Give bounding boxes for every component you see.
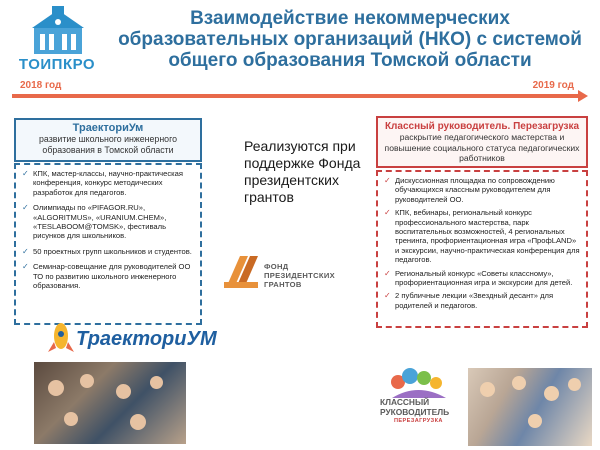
support-text: Реализуются при поддержке Фонда президентских грантов: [244, 138, 361, 205]
timeline-arrow-icon: [578, 90, 588, 102]
list-item: ✓ Региональный конкурс «Советы классному», профориентационная игра и экскурсии для детей.: [384, 268, 573, 288]
class-teacher-logo-text: КЛАССНЫЙ РУКОВОДИТЕЛЬ: [380, 397, 450, 417]
timeline: [12, 80, 588, 104]
fund-mark-icon: [222, 252, 260, 292]
rocket-icon: [46, 322, 76, 358]
checkmark-icon: ✓: [22, 246, 29, 256]
right-project-list: [376, 170, 588, 328]
class-teacher-logo: [380, 368, 468, 432]
students-photo: [34, 362, 186, 444]
right-project-subtitle: раскрытие педагогического мастерства и повышение социального статуса педагогических работников: [384, 132, 580, 163]
list-item: ✓ КПК, мастер-классы, научно-практическая конференция, конкурс методических разработок для педагогов.: [22, 169, 183, 197]
checkmark-icon: ✓: [22, 262, 29, 272]
list-item: ✓ КПК, вебинары, региональный конкурс профессионального мастерства, парк воспитательных возможностей, 4 региональных тренинга, профориентационная игра «ПрофLAND» и экскурсии, научно-практическая конференция для педагогов.: [384, 208, 580, 265]
left-project-title: ТраекториУм: [72, 122, 144, 134]
class-teacher-logo-subtitle: ПЕРЕЗАГРУЗКА: [394, 418, 443, 424]
trajectorium-logo-text: ТраекториУМ: [76, 328, 217, 350]
checkmark-icon: ✓: [384, 291, 391, 301]
list-item: ✓ Олимпиады по «PIFAGOR.RU», «ALGORITMUS», «URANIUM.CHEM», «TESLABOOM@TOMSK», фестиваль рисунков для школьников.: [22, 203, 167, 241]
teachers-photo: [468, 368, 592, 446]
people-icon: [388, 368, 448, 398]
checkmark-icon: ✓: [22, 169, 29, 178]
building-icon: [32, 6, 84, 56]
checkmark-icon: ✓: [384, 208, 391, 218]
list-item: ✓ Дискуссионная площадка по сопровождению обучающихся классным руководителем для руководителей ОО.: [384, 176, 555, 204]
left-project-subtitle: развитие школьного инженерного образования в Томской области: [39, 134, 177, 155]
checkmark-icon: ✓: [384, 176, 391, 185]
right-project-title: Классный руководитель. Перезагрузка: [384, 121, 580, 132]
left-project-list: [14, 163, 202, 325]
fund-logo-text: ФОНД ПРЕЗИДЕНТСКИХ ГРАНТОВ: [264, 262, 335, 289]
fund-logo: [222, 252, 382, 296]
timeline-start-year: 2018 год: [20, 80, 62, 91]
logo-text: ТОИПКРО: [18, 56, 96, 73]
checkmark-icon: ✓: [22, 203, 29, 213]
list-item: ✓ Семинар-совещание для руководителей ОО ТО по развитию школьного инженерного образования.: [22, 262, 191, 291]
timeline-bar: [12, 94, 580, 98]
left-project-header: [14, 118, 202, 162]
right-project-header: [376, 116, 588, 168]
timeline-end-year: 2019 год: [532, 80, 574, 91]
list-item: ✓ 2 публичные лекции «Звездный десант» для родителей и педагогов.: [384, 291, 554, 310]
toipkro-logo: [12, 6, 102, 80]
checkmark-icon: ✓: [384, 268, 391, 278]
trajectorium-logo: [46, 320, 217, 360]
page-title: Взаимодействие некоммерческих образовательных организаций (НКО) с системой общего образования Томской области: [118, 8, 582, 71]
list-item: ✓ 50 проектных групп школьников и студентов.: [22, 246, 192, 256]
